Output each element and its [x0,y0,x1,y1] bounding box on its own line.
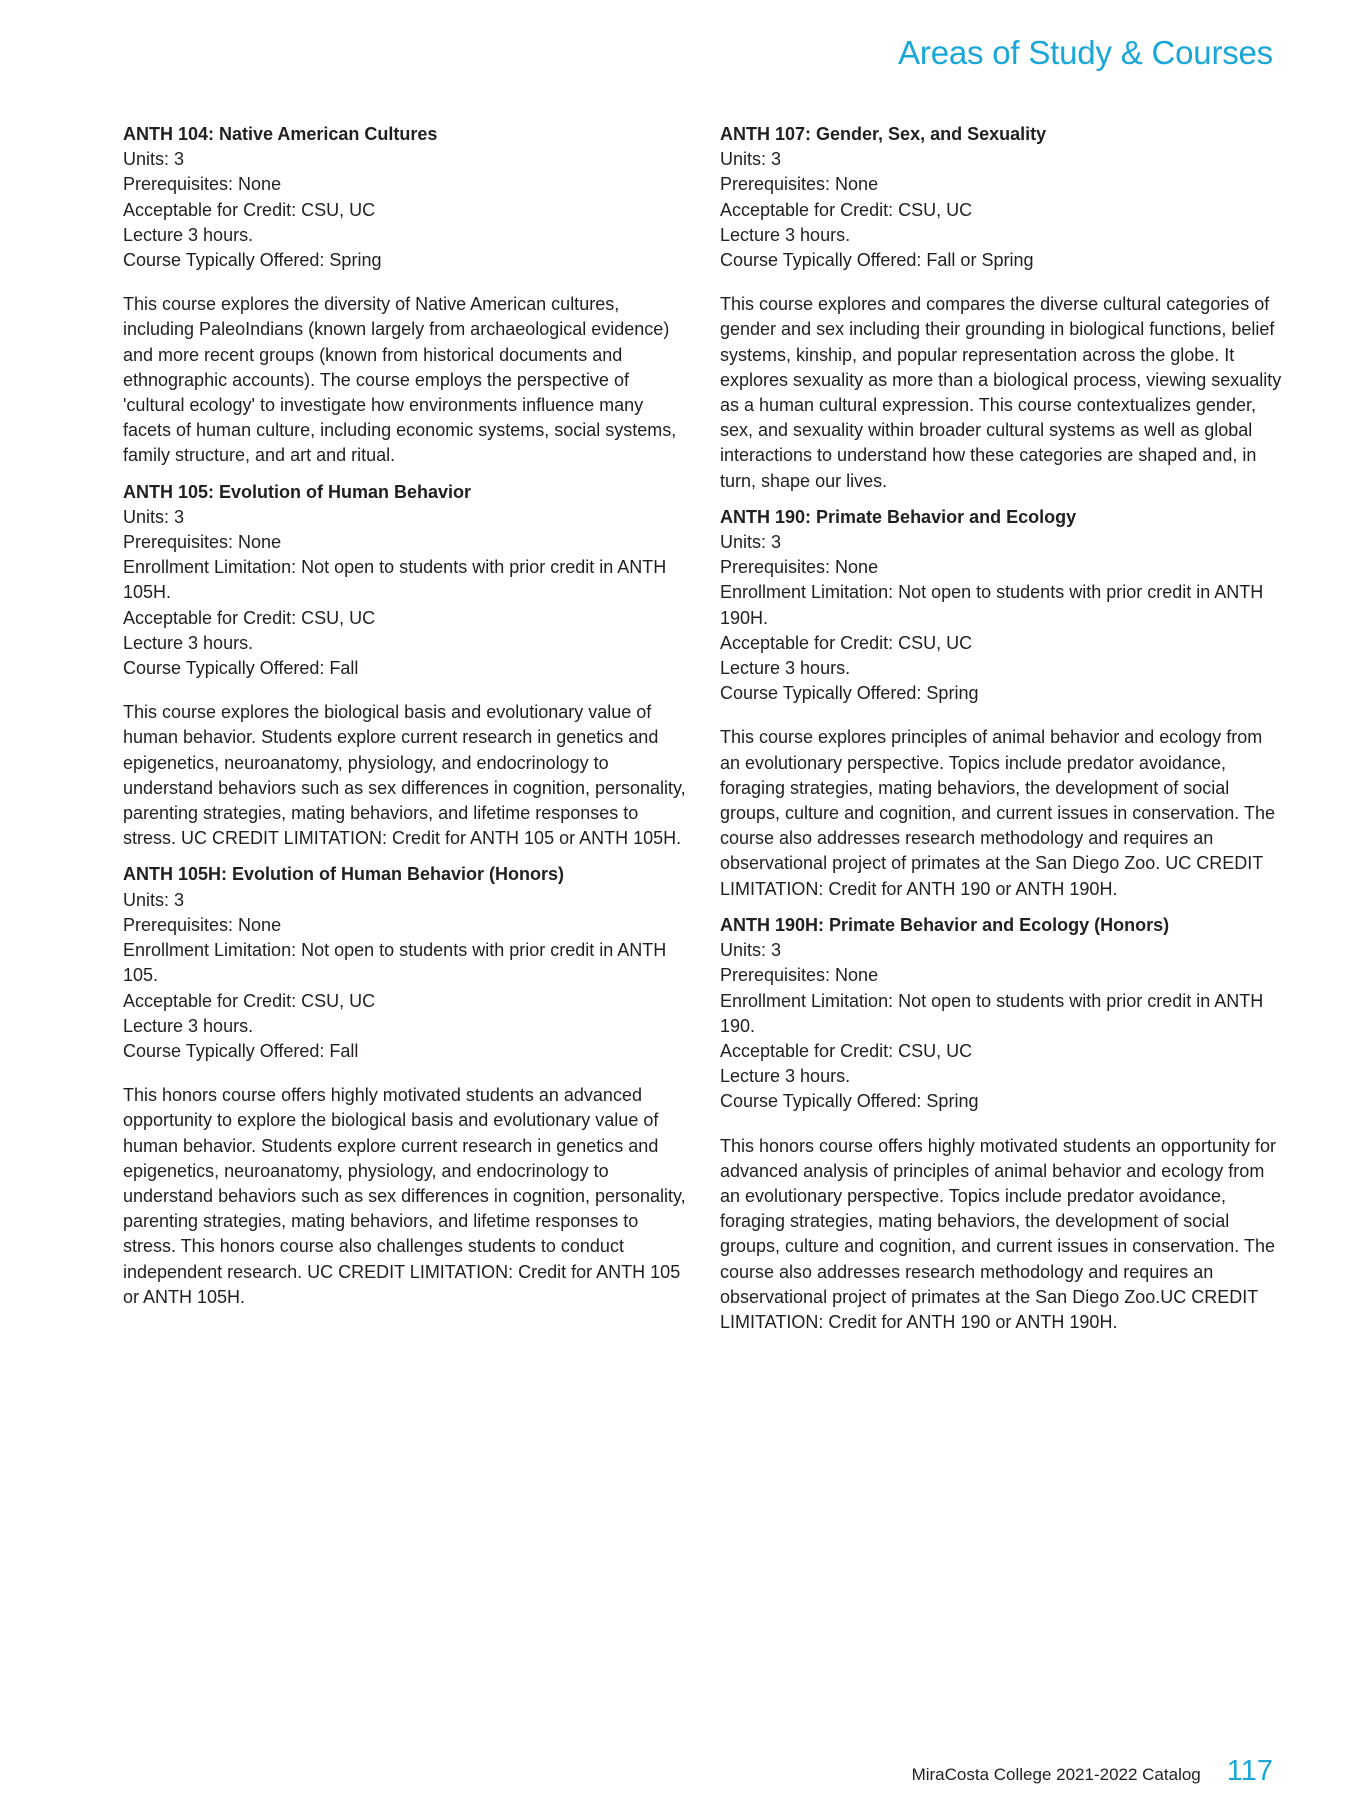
course-credit: Acceptable for Credit: CSU, UC [720,1040,973,1061]
course-offered: Course Typically Offered: Spring [720,683,979,704]
course-lecture-hours: Lecture 3 hours. [720,658,851,679]
course-enrollment-limitation: Enrollment Limitation: Not open to students with prior credit in ANTH 105H. [123,557,667,603]
course-entry-anth-190 [720,505,1285,902]
course-credit: Acceptable for Credit: CSU, UC [720,199,973,220]
course-description: This honors course offers highly motivated students an opportunity for advanced analysis of principles of animal behavior and ecology from an evolutionary perspective. Topics include predator avoidance, foraging strategies, mating behaviors, the development of social groups, culture and cognition, and current issues in conservation. The course also addresses research methodology and requires an observational project of primates at the San Diego Zoo.UC CREDIT LIMITATION: Credit for ANTH 190 or ANTH 190H. [720,1135,1276,1332]
course-description: This honors course offers highly motivated students an advanced opportunity to explore the biological basis and evolutionary value of human behavior. Students explore current research in genetics and epigenetics, neuroanatomy, physiology, and endocrinology to understand behaviors such as sex differences in cognition, personality, parenting strategies, mating behaviors, and lifetime responses to stress. This honors course also challenges students to conduct independent research. UC CREDIT LIMITATION: Credit for ANTH 105 or ANTH 105H. [123,1085,686,1307]
course-entry-anth-190h [720,913,1285,1335]
course-entry-anth-104 [123,122,688,469]
page-section-title: Areas of Study & Courses [898,34,1273,71]
course-title: ANTH 105: Evolution of Human Behavior [123,481,472,502]
course-prerequisites: Prerequisites: None [720,557,879,578]
course-prerequisites: Prerequisites: None [123,914,282,935]
course-credit: Acceptable for Credit: CSU, UC [123,199,376,220]
course-enrollment-limitation: Enrollment Limitation: Not open to students with prior credit in ANTH 190. [720,990,1264,1036]
course-prerequisites: Prerequisites: None [720,965,879,986]
course-description: This course explores the diversity of Native American cultures, including PaleoIndians (known largely from archaeological evidence) and more recent groups (known from historical documents and ethnographic accounts). The course employs the perspective of 'cultural ecology' to investigate how environments influence many facets of human culture, including economic systems, social systems, family structure, and art and ritual. [123,294,677,466]
left-column [123,122,688,1321]
course-lecture-hours: Lecture 3 hours. [720,224,851,245]
course-entry-anth-107 [720,122,1285,494]
course-enrollment-limitation: Enrollment Limitation: Not open to students with prior credit in ANTH 190H. [720,582,1264,628]
course-title: ANTH 104: Native American Cultures [123,124,438,144]
course-entry-anth-105h [123,862,688,1309]
course-prerequisites: Prerequisites: None [720,174,879,195]
course-offered: Course Typically Offered: Spring [720,1091,979,1112]
course-lecture-hours: Lecture 3 hours. [720,1066,851,1087]
course-description: This course explores the biological basis and evolutionary value of human behavior. Students explore current research in genetics and epigenetics, neuroanatomy, physiology, and endocrinology to understand behaviors such as sex differences in cognition, personality, parenting strategies, mating behaviors, and lifetime responses to stress. UC CREDIT LIMITATION: Credit for ANTH 105 or ANTH 105H. [123,702,686,849]
course-entry-anth-105 [123,480,688,852]
course-lecture-hours: Lecture 3 hours. [123,224,254,245]
course-units: Units: 3 [123,149,185,170]
catalog-name: MiraCosta College 2021-2022 Catalog [911,1765,1201,1784]
right-column [720,122,1285,1346]
course-units: Units: 3 [123,506,185,527]
course-credit: Acceptable for Credit: CSU, UC [123,607,376,628]
course-title: ANTH 107: Gender, Sex, and Sexuality [720,124,1047,144]
course-offered: Course Typically Offered: Fall [123,658,359,679]
course-title: ANTH 105H: Evolution of Human Behavior (Honors) [123,864,565,885]
course-credit: Acceptable for Credit: CSU, UC [720,632,973,653]
course-units: Units: 3 [720,532,782,553]
course-title: ANTH 190H: Primate Behavior and Ecology (Honors) [720,914,1170,935]
course-prerequisites: Prerequisites: None [123,174,282,195]
course-offered: Course Typically Offered: Fall or Spring [720,250,1034,271]
course-lecture-hours: Lecture 3 hours. [123,1015,254,1036]
course-offered: Course Typically Offered: Fall [123,1040,359,1061]
course-prerequisites: Prerequisites: None [123,532,282,553]
course-units: Units: 3 [720,149,782,170]
page-footer [912,1755,1273,1788]
course-offered: Course Typically Offered: Spring [123,250,382,271]
course-enrollment-limitation: Enrollment Limitation: Not open to students with prior credit in ANTH 105. [123,940,667,986]
course-description: This course explores principles of animal behavior and ecology from an evolutionary perspective. Topics include predator avoidance, foraging strategies, mating behaviors, the development of social groups, culture and cognition, and current issues in conservation. The course also addresses research methodology and requires an observational project of primates at the San Diego Zoo. UC CREDIT LIMITATION: Credit for ANTH 190 or ANTH 190H. [720,727,1275,899]
page-number: 117 [1226,1755,1273,1787]
course-units: Units: 3 [720,940,782,961]
course-lecture-hours: Lecture 3 hours. [123,632,254,653]
course-title: ANTH 190: Primate Behavior and Ecology [720,506,1077,527]
course-units: Units: 3 [123,889,185,910]
course-credit: Acceptable for Credit: CSU, UC [123,990,376,1011]
course-description: This course explores and compares the diverse cultural categories of gender and sex including their grounding in biological functions, belief systems, kinship, and popular representation across the globe. It explores sexuality as more than a biological process, viewing sexuality as a human cultural expression. This course contextualizes gender, sex, and sexuality within broader cultural systems as well as global interactions to understand how these categories are shaped and, in turn, shape our lives. [720,294,1282,491]
